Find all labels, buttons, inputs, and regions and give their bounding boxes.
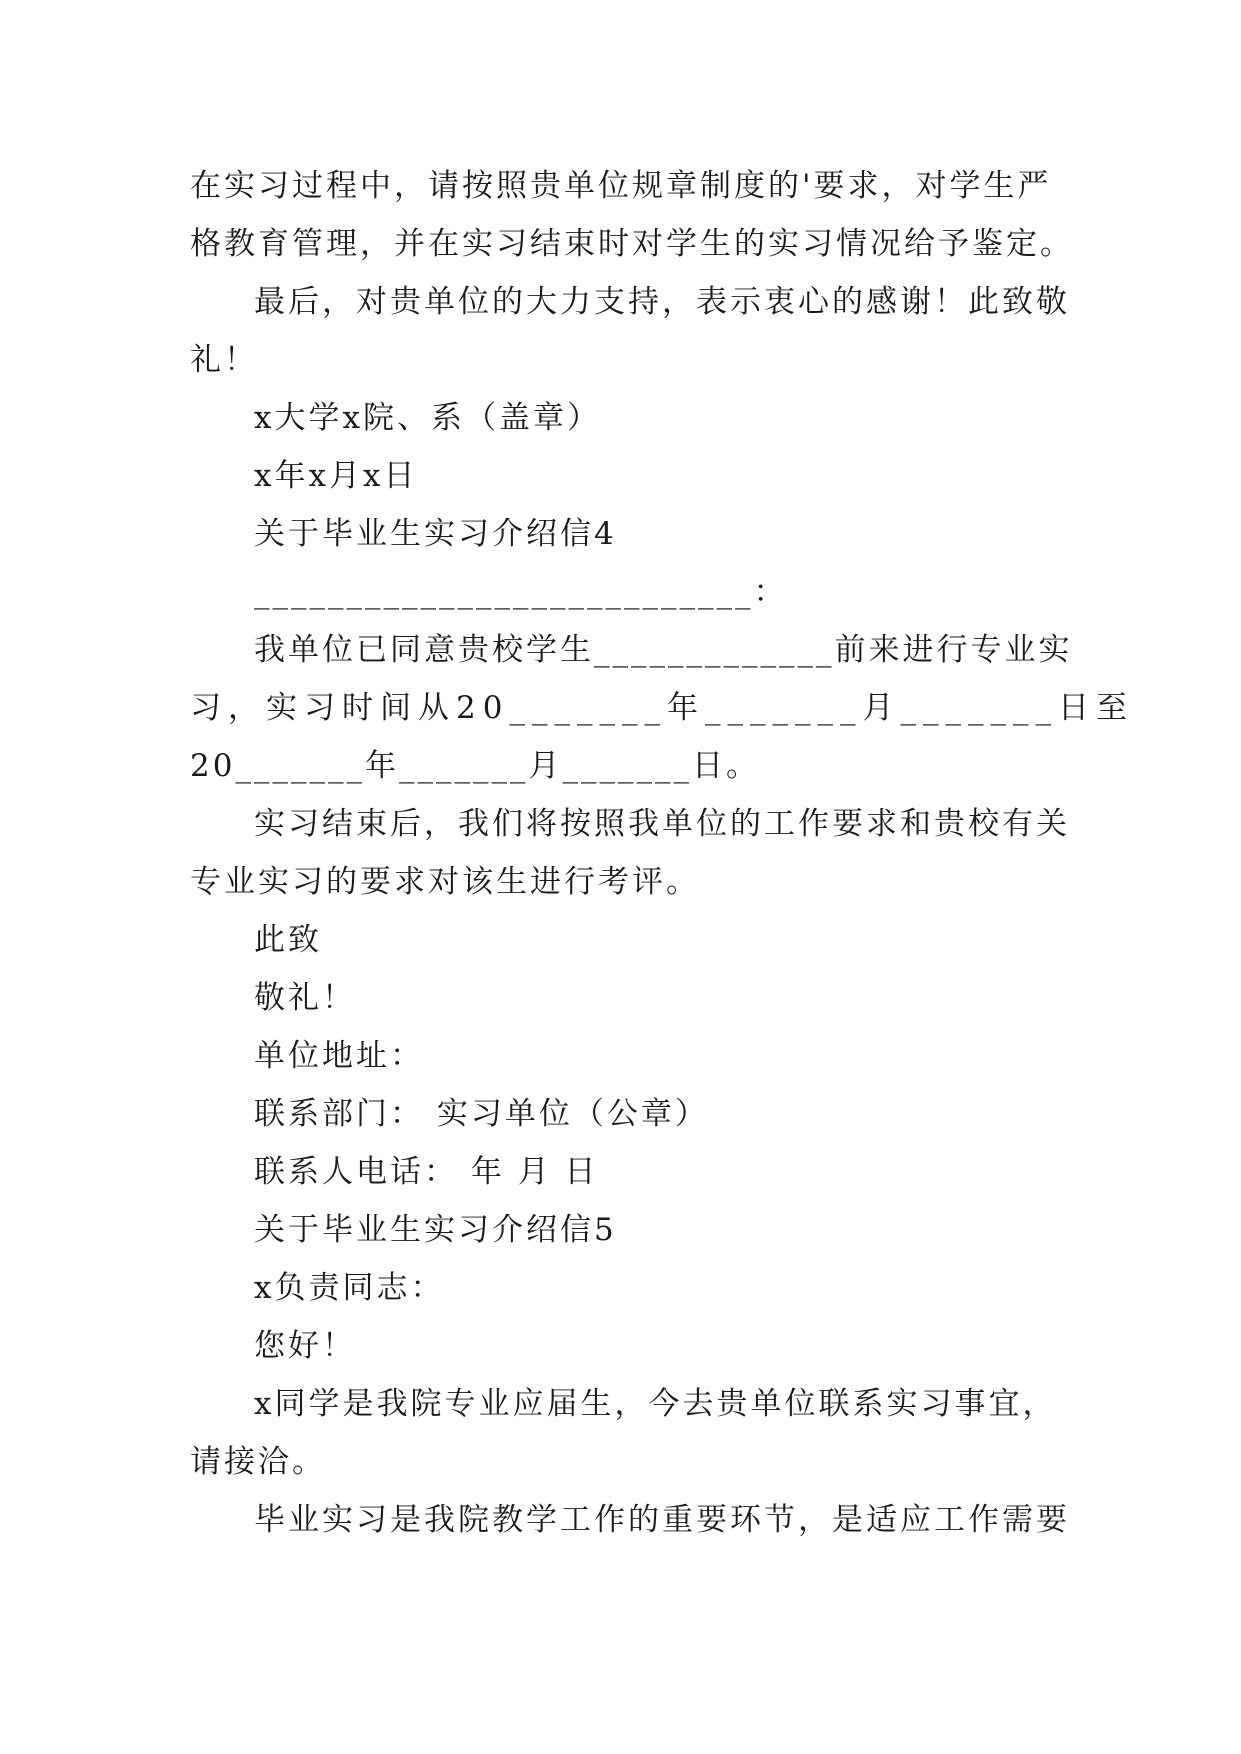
section-heading: 关于毕业生实习介绍信4 (254, 516, 617, 552)
paragraph-line: 在实习过程中，请按照贵单位规章制度的'要求，对学生严 (190, 168, 1052, 204)
closing-line: 敬礼！ (254, 980, 356, 1016)
greeting-line: 您好！ (254, 1328, 356, 1364)
paragraph-line: 20_______年_______月_______日。 (190, 748, 760, 784)
paragraph-line: 礼！ (190, 342, 258, 378)
paragraph-line: 实习结束后，我们将按照我单位的工作要求和贵校有关 (254, 806, 1070, 842)
department-line: 联系部门： 实习单位（公章） (254, 1096, 709, 1132)
signature-line: x大学x院、系（盖章） (254, 400, 601, 436)
recipient-blank-line: ___________________________： (254, 574, 788, 610)
paragraph-line: 习，实习时间从20_______年_______月_______日至 (190, 690, 1134, 726)
paragraph-line: 专业实习的要求对该生进行考评。 (190, 864, 700, 900)
paragraph-line: 格教育管理，并在实习结束时对学生的实习情况给予鉴定。 (190, 226, 1074, 262)
salutation-line: x负责同志： (254, 1270, 445, 1306)
paragraph-line: 请接洽。 (190, 1444, 326, 1480)
date-line: x年x月x日 (254, 458, 418, 494)
paragraph-line: 我单位已同意贵校学生_____________前来进行专业实 (254, 632, 1073, 668)
paragraph-line: 最后，对贵单位的大力支持，表示衷心的感谢！此致敬 (254, 284, 1070, 320)
section-heading: 关于毕业生实习介绍信5 (254, 1212, 617, 1248)
phone-date-line: 联系人电话： 年 月 日 (254, 1154, 599, 1190)
closing-line: 此致 (254, 922, 322, 958)
address-line: 单位地址： (254, 1038, 424, 1074)
paragraph-line: 毕业实习是我院教学工作的重要环节，是适应工作需要 (254, 1502, 1070, 1538)
letter-body (190, 157, 1134, 1549)
paragraph-line: x同学是我院专业应届生，今去贵单位联系实习事宜， (254, 1386, 1057, 1422)
